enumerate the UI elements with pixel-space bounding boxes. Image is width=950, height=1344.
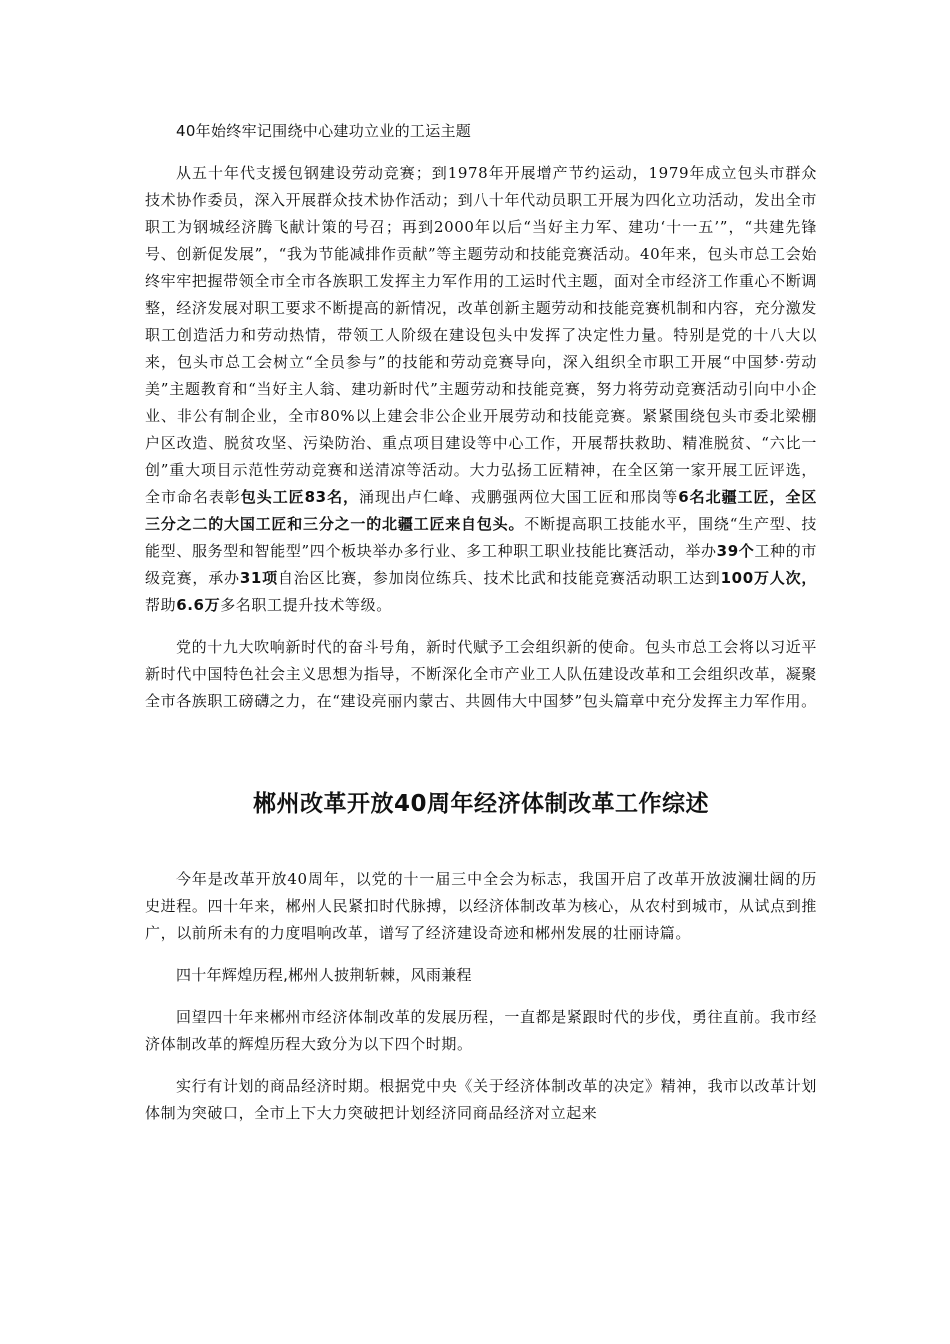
spacer	[145, 730, 817, 786]
text-run: 从五十年代支援包钢建设劳动竞赛；到1978年开展增产节约运动，1979年成立包头市群众技术协作委员，深入开展群众技术协作活动；到八十年代动员职工开展为四化立功活动，发出全市职工为钢城经济腾飞献计策的号召；再到2000年以后“当好主力军、建功‘十一五’”，“共建先锋号、创新促发展”，“我为节能减排作贡献”等主题劳动和技能竞赛活动。40年来，包头市总工会始终牢牢把握带领全市全市各族职工发挥主力军作用的工运时代主题，面对全市经济工作重心不断调整，经济发展对职工要求不断提高的新情况，改革创新主题劳动和技能竞赛机制和内容，充分激发职工创造活力和劳动热情，带领工人阶级在建设包头中发挥了决定性力量。特别是党的十八大以来，包头市总工会树立“全员参与”的技能和劳动竞赛导向，深入组织全市职工开展“中国梦·劳动美”主题教育和“当好主人翁、建功新时代”主题劳动和技能竞赛，努力将劳动竞赛活动引向中小企业、非公有制企业，全市80%以上建会非公企业开展劳动和技能竞赛。紧紧围绕包头市委北梁棚户区改造、脱贫攻坚、污染防治、重点项目建设等中心工作，开展帮扶救助、精准脱贫、“六比一创”重大项目示范性劳动竞赛和送清凉等活动。大力弘扬工匠精神，在全区第一家开展工匠评选，全市命名表彰	[145, 164, 817, 506]
paragraph: 实行有计划的商品经济时期。根据党中央《关于经济体制改革的决定》精神，我市以改革计划体制为突破口，全市上下大力突破把计划经济同商品经济对立起来	[145, 1077, 817, 1122]
text-run: 工种的市级竞赛，承办	[145, 542, 817, 587]
section-heading: 四十年辉煌历程,郴州人披荆斩棘，风雨兼程	[176, 966, 472, 984]
paragraph: 回望四十年来郴州市经济体制改革的发展历程，一直都是紧跟时代的步伐，勇往直前。我市经济体制改革的辉煌历程大致分为以下四个时期。	[145, 1008, 817, 1053]
bold-text: 39个	[716, 542, 755, 560]
section-heading: 40年始终牢记围绕中心建功立业的工运主题	[176, 122, 472, 140]
spacer	[145, 822, 817, 866]
article-title: 郴州改革开放40周年经济体制改革工作综述	[252, 791, 709, 817]
text-run: 帮助	[145, 596, 177, 614]
document-page	[145, 118, 817, 1142]
bold-text: 6.6万	[176, 596, 221, 614]
text-run: 不断提高职工技能水平，围绕“生产型、技能型、服务型和智能型”四个板块举办多行业、多工种职工职业技能比赛活动，举办	[145, 515, 818, 560]
bold-text: 包头工匠83名，	[240, 488, 359, 506]
paragraph	[145, 160, 817, 619]
text-run: 自治区比赛，参加岗位练兵、技术比武和技能竞赛活动职工达到	[277, 569, 721, 587]
paragraph: 今年是改革开放40周年，以党的十一届三中全会为标志，我国开启了改革开放波澜壮阔的历史进程。四十年来，郴州人民紧扣时代脉搏，以经济体制改革为核心，从农村到城市，从试点到推广，以前所未有的力度唱响改革，谱写了经济建设奇迹和郴州发展的壮丽诗篇。	[145, 870, 817, 942]
bold-text: 100万人次，	[720, 569, 817, 587]
paragraph: 党的十九大吹响新时代的奋斗号角，新时代赋予工会组织新的使命。包头市总工会将以习近平新时代中国特色社会主义思想为指导，不断深化全市产业工人队伍建设改革和工会组织改革，凝聚全市各族职工磅礴之力，在“建设亮丽内蒙古、共圆伟大中国梦”包头篇章中充分发挥主力军作用。	[145, 638, 817, 710]
bold-text: 6名北疆工匠，全区三分之二的大国工匠和三分之一的北疆工匠来自包头。	[145, 488, 817, 533]
text-run: 涌现出卢仁峰、戎鹏强两位大国工匠和邢岗等	[359, 488, 679, 506]
text-run: 多名职工提升技术等级。	[220, 596, 392, 614]
bold-text: 31项	[239, 569, 278, 587]
